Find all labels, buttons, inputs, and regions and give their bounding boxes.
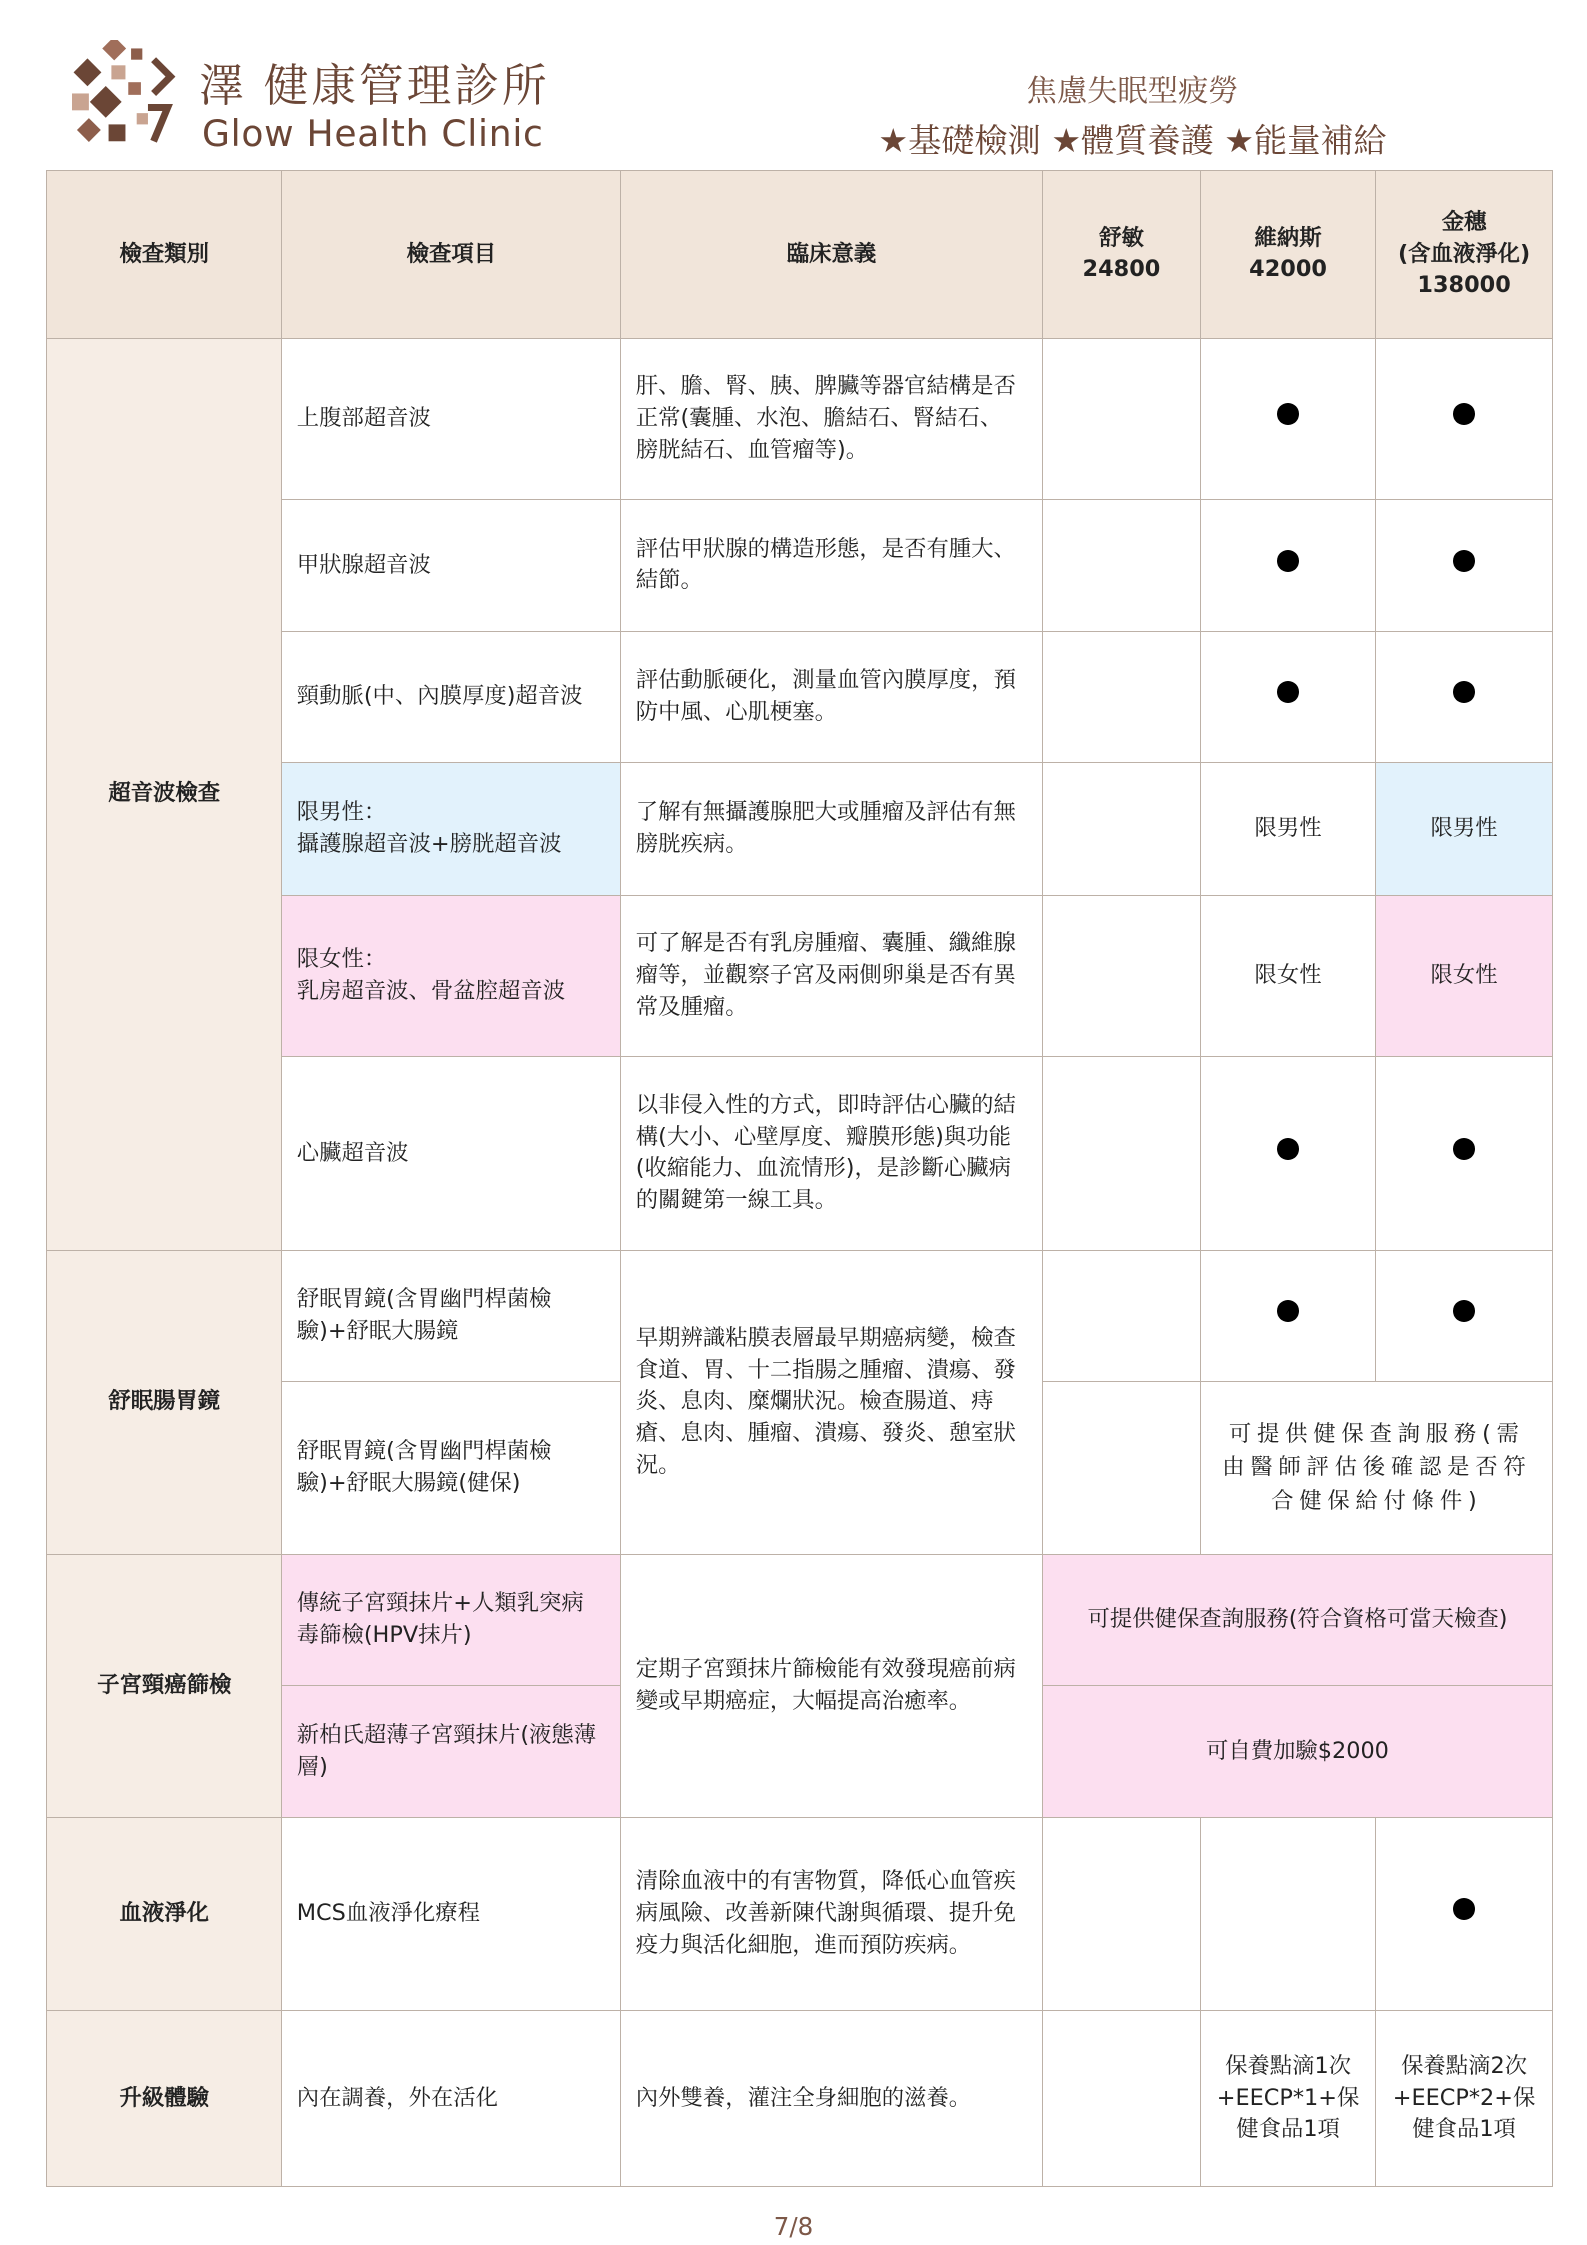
package-3-cell — [1375, 1817, 1552, 2010]
meaning-cell: 以非侵入性的方式，即時評估心臟的結構(大小、心壁厚度、瓣膜形態)與功能(收縮能力、血流情形)，是診斷心臟病的關鍵第一線工具。 — [621, 1057, 1042, 1250]
package-3-price: 138000 — [1417, 272, 1511, 299]
header-meaning: 臨床意義 — [621, 171, 1042, 338]
package-1-cell — [1042, 895, 1201, 1057]
package-1-cell — [1042, 338, 1201, 500]
item-cell: 頸動脈(中、內膜厚度)超音波 — [282, 631, 621, 762]
category-cell: 子宮頸癌篩檢 — [47, 1555, 282, 1818]
header-package-1 — [1042, 171, 1201, 338]
filled-dot-icon — [1277, 1300, 1299, 1322]
table-row — [47, 1817, 1553, 2010]
clinic-name-en: Glow Health Clinic — [201, 112, 544, 155]
item-cell: 甲狀腺超音波 — [282, 500, 621, 631]
package-1-price: 24800 — [1082, 256, 1161, 283]
filled-dot-icon — [1453, 403, 1475, 425]
meaning-cell: 了解有無攝護腺肥大或腫瘤及評估有無膀胱疾病。 — [621, 762, 1042, 895]
meaning-cell: 可了解是否有乳房腫瘤、囊腫、纖維腺瘤等，並觀察子宮及兩側卵巢是否有異常及腫瘤。 — [621, 895, 1042, 1057]
header-item: 檢查項目 — [282, 171, 621, 338]
item-cell: 新柏氏超薄子宮頸抹片(液態薄層) — [282, 1686, 621, 1817]
package-1-cell — [1042, 2011, 1201, 2187]
self-pay-note-cell: 可自費加驗$2000 — [1042, 1686, 1553, 1817]
item-name: 乳房超音波、骨盆腔超音波 — [296, 977, 566, 1004]
item-restriction-label: 限女性： — [296, 946, 387, 973]
package-3-cell — [1375, 338, 1552, 500]
package-3-cell — [1375, 631, 1552, 762]
plan-title: 焦慮失眠型疲勞 — [1026, 74, 1239, 110]
insurance-note-cell: 可提供健保查詢服務(符合資格可當天檢查) — [1042, 1555, 1553, 1686]
package-2-cell — [1201, 1817, 1376, 2010]
package-1-name: 舒敏 — [1099, 224, 1144, 251]
category-cell: 超音波檢查 — [47, 338, 282, 1250]
package-3-cell — [1375, 500, 1552, 631]
package-2-cell — [1201, 500, 1376, 631]
item-cell — [282, 762, 621, 895]
package-2-cell: 限男性 — [1201, 762, 1376, 895]
clinic-name-zh: 澤 健康管理診所 — [199, 59, 550, 113]
item-restriction-label: 限男性： — [296, 798, 387, 825]
table-row — [47, 1250, 1553, 1381]
package-1-cell — [1042, 1381, 1201, 1554]
item-cell — [282, 895, 621, 1057]
filled-dot-icon — [1277, 1138, 1299, 1160]
filled-dot-icon — [1453, 1138, 1475, 1160]
package-2-cell — [1201, 631, 1376, 762]
package-1-cell — [1042, 762, 1201, 895]
package-2-cell — [1201, 1250, 1376, 1381]
filled-dot-icon — [1453, 550, 1475, 572]
category-cell: 舒眠腸胃鏡 — [47, 1250, 282, 1554]
package-3-cell — [1375, 1057, 1552, 1250]
meaning-cell: 定期子宮頸抹片篩檢能有效發現癌前病變或早期癌症，大幅提高治癒率。 — [621, 1555, 1042, 1818]
item-cell: 心臟超音波 — [282, 1057, 621, 1250]
header-package-2 — [1201, 171, 1376, 338]
item-name: 攝護腺超音波+膀胱超音波 — [296, 830, 562, 857]
package-2-cell: 限女性 — [1201, 895, 1376, 1057]
table-header-row — [47, 171, 1553, 338]
clinic-logo-icon — [72, 40, 185, 153]
item-cell: 舒眠胃鏡(含胃幽門桿菌檢驗)+舒眠大腸鏡 — [282, 1250, 621, 1381]
package-3-cell — [1375, 1250, 1552, 1381]
page-number: 7/8 — [773, 2211, 814, 2241]
package-3-cell: 限男性 — [1375, 762, 1552, 895]
meaning-cell: 早期辨識粘膜表層最早期癌病變，檢查食道、胃、十二指腸之腫瘤、潰瘍、發炎、息肉、糜爛狀況。檢查腸道、痔瘡、息肉、腫瘤、潰瘍、發炎、憩室狀況。 — [621, 1250, 1042, 1554]
package-2-name: 維納斯 — [1254, 224, 1322, 251]
package-1-cell — [1042, 1817, 1201, 2010]
category-cell: 血液淨化 — [47, 1817, 282, 2010]
package-3-cell: 限女性 — [1375, 895, 1552, 1057]
filled-dot-icon — [1277, 681, 1299, 703]
filled-dot-icon — [1277, 550, 1299, 572]
filled-dot-icon — [1453, 1300, 1475, 1322]
package-comparison-table — [46, 170, 1553, 2187]
meaning-cell: 肝、膽、腎、胰、脾臟等器官結構是否正常(囊腫、水泡、膽結石、腎結石、 膀胱結石、血管瘤等)。 — [621, 338, 1042, 500]
meaning-cell: 內外雙養，灌注全身細胞的滋養。 — [621, 2011, 1042, 2187]
meaning-cell: 評估甲狀腺的構造形態，是否有腫大、結節。 — [621, 500, 1042, 631]
filled-dot-icon — [1277, 403, 1299, 425]
item-cell: MCS血液淨化療程 — [282, 1817, 621, 2010]
package-2-price: 42000 — [1249, 256, 1327, 283]
package-2-cell — [1201, 1057, 1376, 1250]
package-1-cell — [1042, 500, 1201, 631]
item-cell: 上腹部超音波 — [282, 338, 621, 500]
filled-dot-icon — [1453, 681, 1475, 703]
package-1-cell — [1042, 1250, 1201, 1381]
package-2-cell: 保養點滴1次+EECP*1+保健食品1項 — [1201, 2011, 1376, 2187]
filled-dot-icon — [1453, 1898, 1475, 1920]
package-3-cell: 保養點滴2次+EECP*2+保健食品1項 — [1375, 2011, 1552, 2187]
package-3-note: (含血液淨化) — [1397, 240, 1531, 267]
package-2-cell — [1201, 338, 1376, 500]
package-1-cell — [1042, 631, 1201, 762]
meaning-cell: 評估動脈硬化，測量血管內膜厚度，預防中風、心肌梗塞。 — [621, 631, 1042, 762]
header-package-3 — [1375, 171, 1552, 338]
item-cell: 舒眠胃鏡(含胃幽門桿菌檢驗)+舒眠大腸鏡(健保) — [282, 1381, 621, 1554]
header-category: 檢查類別 — [47, 171, 282, 338]
insurance-note-cell: 可提供健保查詢服務(需由醫師評估後確認是否符合健保給付條件) — [1201, 1381, 1553, 1554]
item-cell: 內在調養，外在活化 — [282, 2011, 621, 2187]
package-1-cell — [1042, 1057, 1201, 1250]
meaning-cell: 清除血液中的有害物質，降低心血管疾病風險、改善新陳代謝與循環、提升免疫力與活化細胞，進而預防疾病。 — [621, 1817, 1042, 2010]
plan-tagline: ★基礎檢測 ★體質養護 ★能量補給 — [878, 121, 1387, 161]
table-row — [47, 338, 1553, 500]
item-cell: 傳統子宮頸抹片+人類乳突病毒篩檢(HPV抹片) — [282, 1555, 621, 1686]
package-3-name: 金穗 — [1441, 208, 1487, 235]
category-cell: 升級體驗 — [47, 2011, 282, 2187]
table-row — [47, 1555, 1553, 1686]
table-row — [47, 2011, 1553, 2187]
